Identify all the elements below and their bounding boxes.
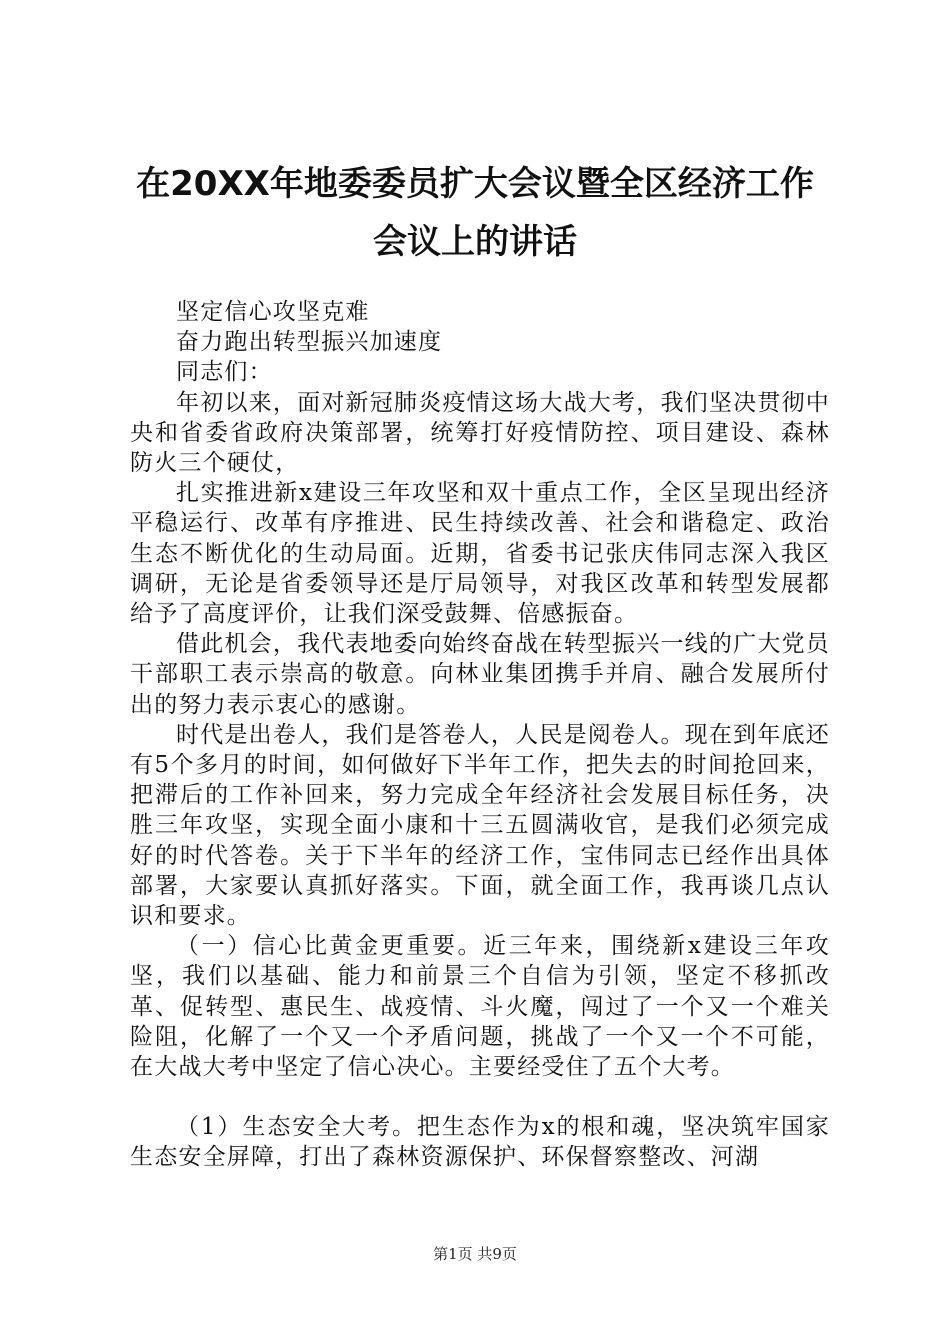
paragraph: 时代是出卷人，我们是答卷人，人民是阅卷人。现在到年底还有5个多月的时间，如何做好下半年工作，把失去的时间抢回来，把滞后的工作补回来，努力完成全年经济社会发展目标任务，决胜三年攻坚，实现全面小康和十三五圆满收官，是我们必须完成好的时代答卷。关于下半年的经济工作，宝伟同志已经作出具体部署，大家要认真抓好落实。下面，就全面工作，我再谈几点认识和要求。 xyxy=(130,721,830,930)
paragraph: 年初以来，面对新冠肺炎疫情这场大战大考，我们坚决贯彻中央和省委省政府决策部署，统筹打好疫情防控、项目建设、森林防火三个硬仗， xyxy=(130,389,830,477)
subtitle-line-2: 奋力跑出转型振兴加速度 xyxy=(176,329,443,356)
subtitle-line-1: 坚定信心攻坚克难 xyxy=(176,299,370,325)
document-title-line-2: 会议上的讲话 xyxy=(373,222,577,262)
paragraph: （1）生态安全大考。把生态作为x的根和魂，坚决筑牢国家生态安全屏障，打出了森林资源保护、环保督察整改、河湖 xyxy=(130,1114,830,1171)
salutation: 同志们： xyxy=(176,359,273,386)
paragraph: 扎实推进新x建设三年攻坚和双十重点工作，全区呈现出经济平稳运行、改革有序推进、民生持续改善、社会和谐稳定、政治生态不断优化的生动局面。近期，省委书记张庆伟同志深入我区调研，无论是省委领导还是厅局领导，对我区改革和转型发展都给予了高度评价，让我们深受鼓舞、倍感振奋。 xyxy=(130,480,830,628)
document-body xyxy=(130,297,830,1173)
page-number-footer: 第1页 共9页 xyxy=(433,1245,517,1263)
paragraph: （一）信心比黄金更重要。近三年来，围绕新x建设三年攻坚，我们以基础、能力和前景三个自信为引领，坚定不移抓改革、促转型、惠民生、战疫情、斗火魔，闯过了一个又一个难关险阻，化解了一个又一个矛盾问题，挑战了一个又一个不可能，在大战大考中坚定了信心决心。主要经受住了五个大考。 xyxy=(130,933,830,1081)
document-title-line-1: 在20XX年地委委员扩大会议暨全区经济工作 xyxy=(136,164,814,204)
paragraph: 借此机会，我代表地委向始终奋战在转型振兴一线的广大党员干部职工表示崇高的敬意。向林业集团携手并肩、融合发展所付出的努力表示衷心的感谢。 xyxy=(130,631,830,718)
